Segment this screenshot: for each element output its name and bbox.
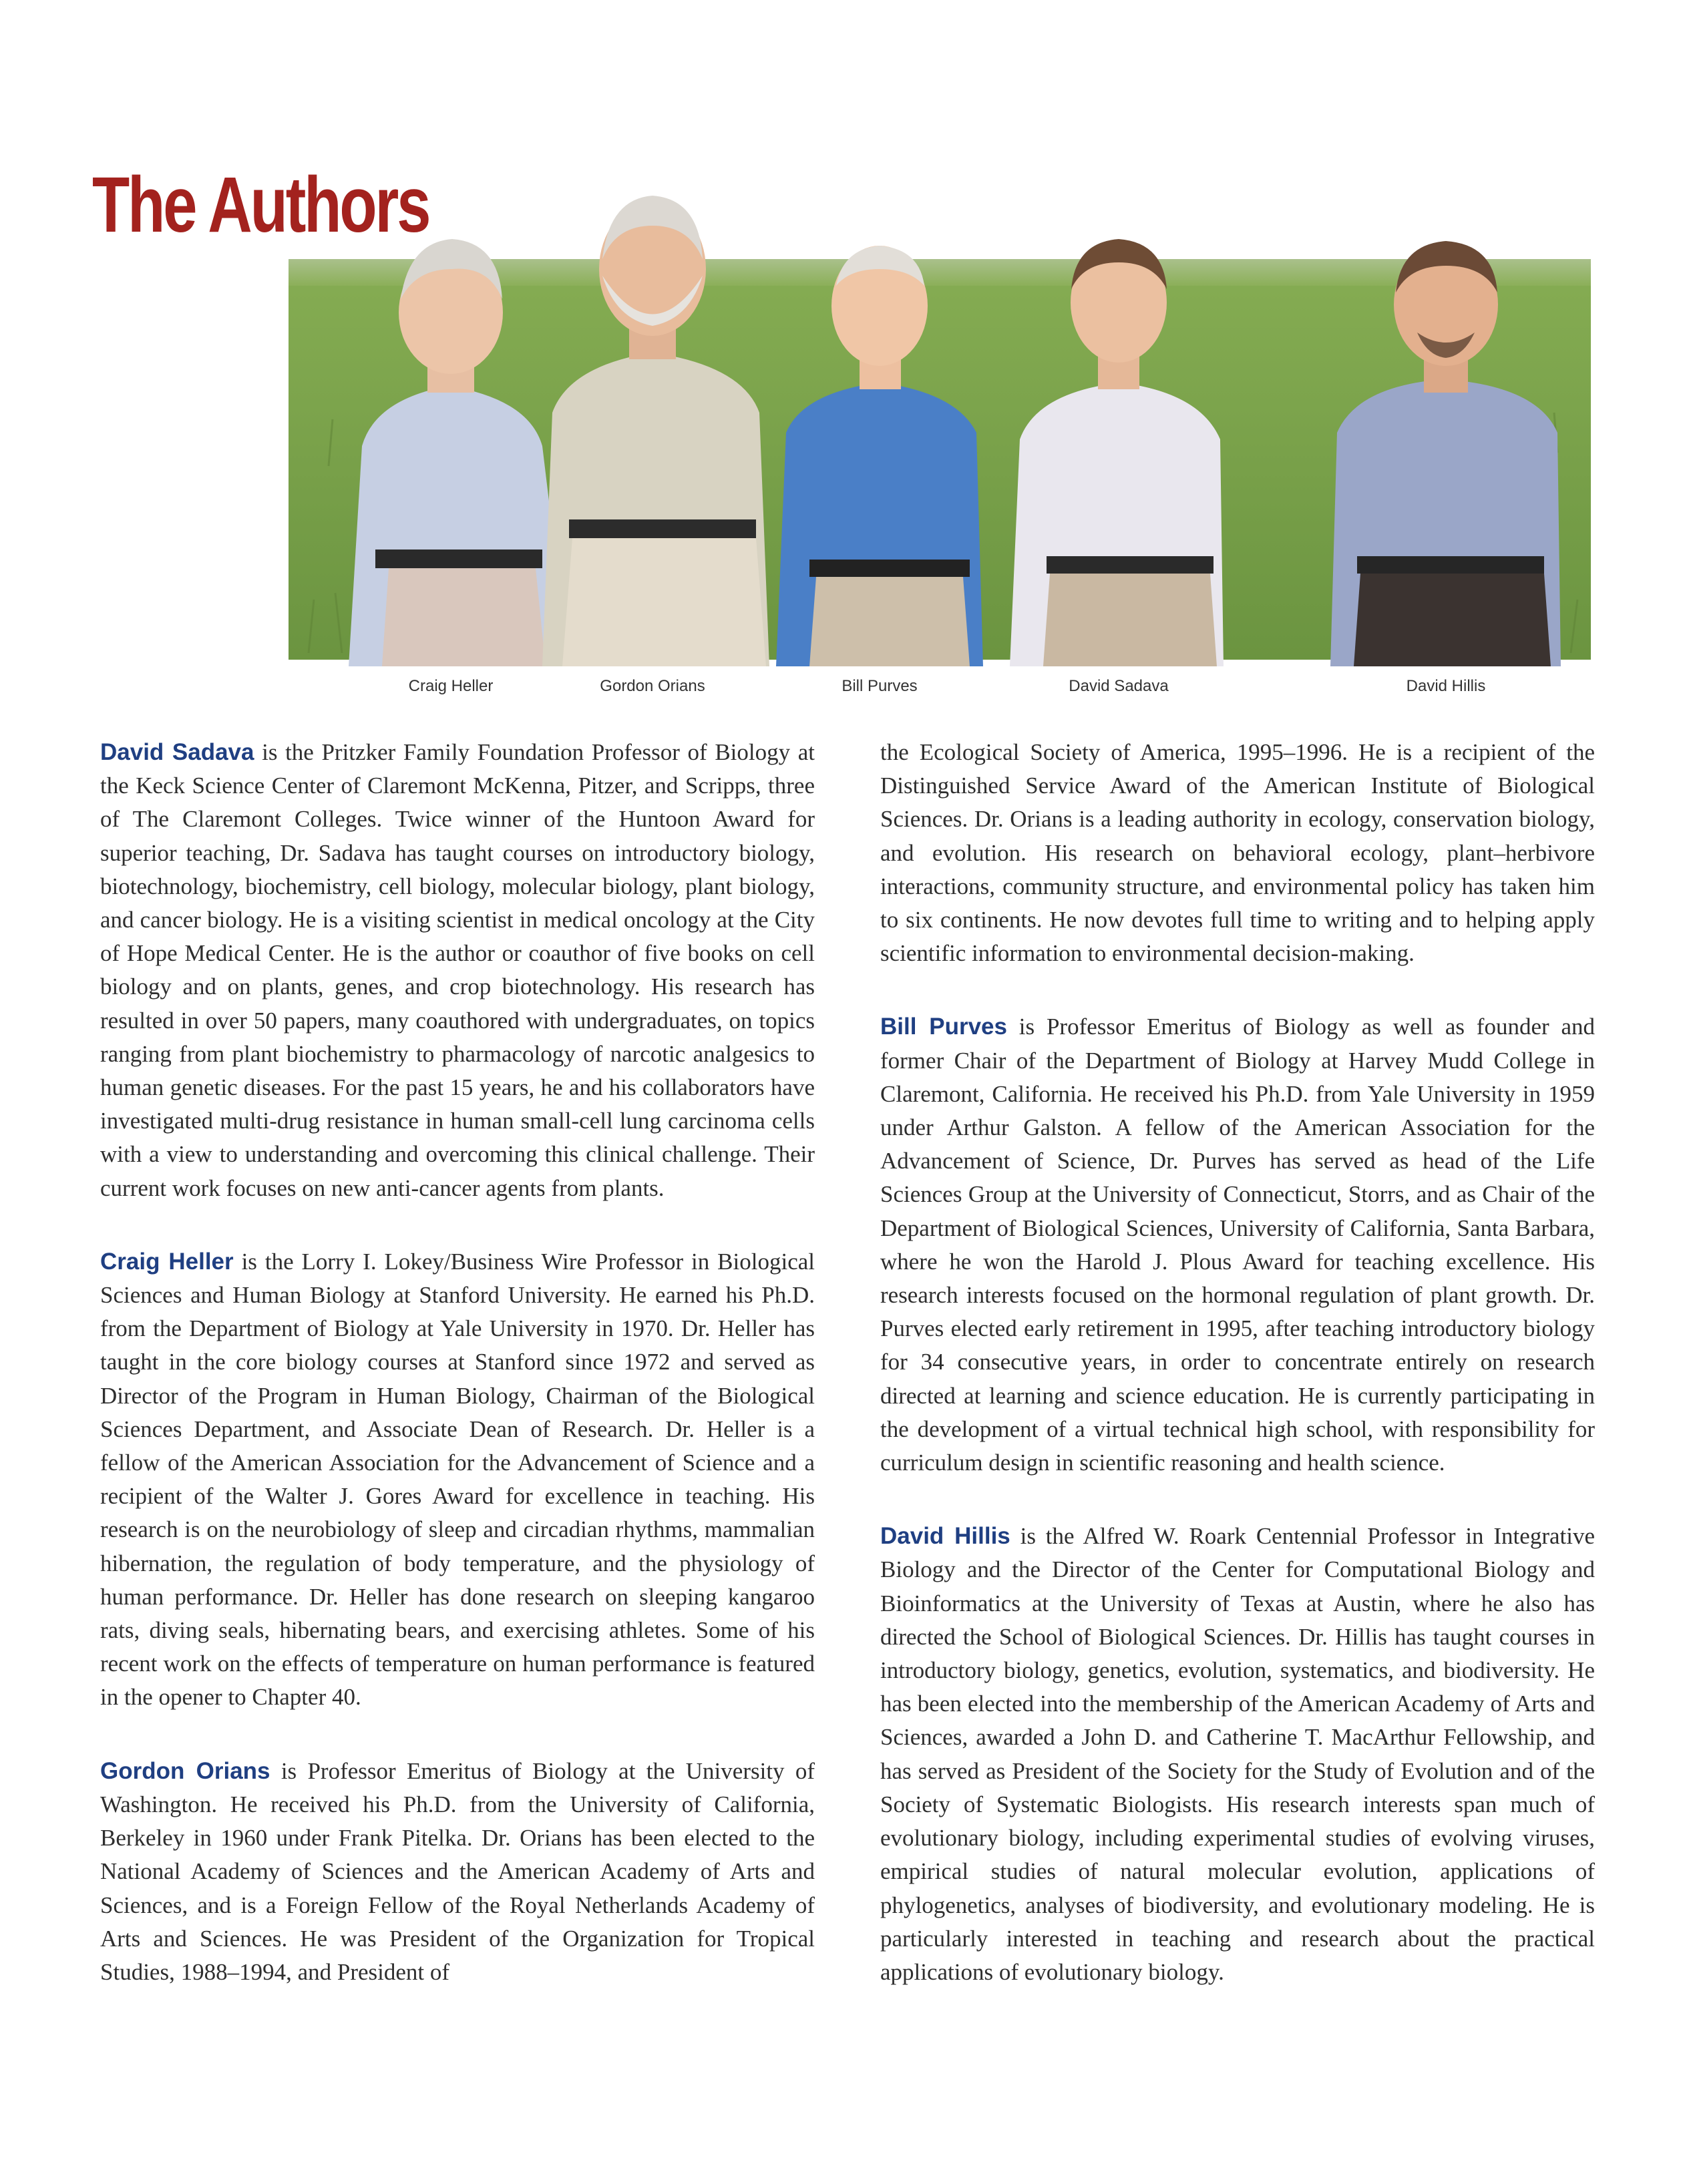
bio-text: is the Lorry I. Lokey/Business Wire Professor in Biological Sciences and Human Biology at Stanford University. He earned his Ph.D. from the Department of Biology at Yale University in 1970. Dr. Heller has taught in the core biology courses at Stanford since 1972 and served as Director of the Program in Human Biology, Chairman of the Biological Sciences Department, and Associate Dean of Research. Dr. Heller is a fellow of the American Association for the Advancement of Science and a recipient of the Walter J. Gores Award for excellence in teaching. His research is on the neurobiology of sleep and circadian rhythms, mammalian hibernation, the regulation of body temperature, and the physiology of human performance. Dr. Heller has done research on sleeping kangaroo rats, diving seals, hibernating bears, and exercising athletes. Some of his recent work on the effects of temperature on human performance is featured in the opener to Chapter 40. — [100, 1248, 815, 1711]
bio-name: Bill Purves — [880, 1014, 1007, 1040]
bio-craig-heller — [100, 1245, 815, 1715]
authors-photo-illustration — [289, 132, 1591, 666]
bio-gordon-orians — [100, 1755, 815, 1989]
bio-text: the Ecological Society of America, 1995–1996. He is a recipient of the Distinguished Service Award of the American Institute of Biological Sciences. Dr. Orians is a leading authority in ecology, conservation biology, and evolution. His research on behavioral ecology, plant–herbivore interactions, community structure, and environmental policy has taken him to six continents. He now devotes full time to writing and to helping apply scientific information to environmental decision-making. — [880, 739, 1595, 967]
authors-photo — [289, 259, 1591, 660]
right-column — [880, 736, 1595, 2029]
bio-david-hillis — [880, 1520, 1595, 1989]
bio-text: is Professor Emeritus of Biology as well as founder and former Chair of the Department of Biology at Harvey Mudd College in Claremont, California. He received his Ph.D. from Yale University in 1959 under Arthur Galston. A fellow of the American Association for the Advancement of Science, Dr. Purves has served as head of the Life Sciences Group at the University of Connecticut, Storrs, and as Chair of the Department of Biological Sciences, University of California, Santa Barbara, where he won the Harold J. Plous Award for teaching excellence. His research interests focused on the hormonal regulation of plant growth. Dr. Purves elected early retirement in 1995, after teaching introductory biology for 34 consecutive years, in order to concentrate entirely on research directed at learning and science education. He is currently participating in the development of a virtual technical high school, with responsibility for curriculum design in scientific reasoning and health science. — [880, 1014, 1595, 1476]
caption-gordon-orians: Gordon Orians — [600, 677, 705, 695]
bio-name: Craig Heller — [100, 1248, 234, 1275]
page-title: The Authors — [92, 161, 429, 249]
bio-text: is the Pritzker Family Foundation Professor of Biology at the Keck Science Center of Claremont McKenna, Pitzer, and Scripps, three of The Claremont Colleges. Twice winner of the Huntoon Award for superior teaching, Dr. Sadava has taught courses on introductory biology, biotechnology, biochemistry, cell biology, molecular biology, plant biology, and cancer biology. He is a visiting scientist in medical oncology at the City of Hope Medical Center. He is the author or coauthor of five books on cell biology and on plants, genes, and crop biotechnology. His research has resulted in over 50 papers, many coauthored with undergraduates, on topics ranging from plant biochemistry to pharmacology of narcotic analgesics to human genetic diseases. For the past 15 years, he and his collaborators have investigated multi-drug resistance in human small-cell lung carcinoma cells with a view to understanding and overcoming this clinical challenge. Their current work focuses on new anti-cancer agents from plants. — [100, 739, 815, 1201]
bio-name: Gordon Orians — [100, 1757, 270, 1784]
caption-craig-heller: Craig Heller — [408, 677, 494, 695]
bio-name: David Sadava — [100, 739, 254, 765]
bio-text: is the Alfred W. Roark Centennial Professor in Integrative Biology and the Director of the Center for Computational Biology and Bioinformatics at the University of Texas at Austin, where he also has directed the School of Biological Sciences. Dr. Hillis has taught courses in introductory biology, genetics, evolution, systematics, and biodiversity. He has been elected into the membership of the American Academy of Arts and Sciences, awarded a John D. and Catherine T. MacArthur Fellowship, and has served as President of the Society for the Study of Evolution and of the Society of Systematic Biologists. His research interests span much of evolutionary biology, including experimental studies of evolving viruses, empirical studies of natural molecular evolution, applications of phylogenetics, analyses of biodiversity, and evolutionary modeling. He is particularly interested in teaching and research about the practical applications of evolutionary biology. — [880, 1523, 1595, 1985]
bio-gordon-orians-continued — [880, 736, 1595, 970]
bio-text: is Professor Emeritus of Biology at the University of Washington. He received his Ph.D. from the University of California, Berkeley in 1960 under Frank Pitelka. Dr. Orians has been elected to the National Academy of Sciences and the American Academy of Arts and Sciences, and is a Foreign Fellow of the Royal Netherlands Academy of Arts and Sciences. He was President of the Organization for Tropical Studies, 1988–1994, and President of — [100, 1757, 815, 1985]
bio-bill-purves — [880, 1010, 1595, 1480]
photo-captions — [289, 677, 1591, 704]
bio-name: David Hillis — [880, 1523, 1010, 1550]
caption-david-hillis: David Hillis — [1406, 677, 1486, 695]
left-column — [100, 736, 815, 2029]
caption-david-sadava: David Sadava — [1069, 677, 1169, 695]
bio-david-sadava — [100, 736, 815, 1205]
caption-bill-purves: Bill Purves — [842, 677, 918, 695]
